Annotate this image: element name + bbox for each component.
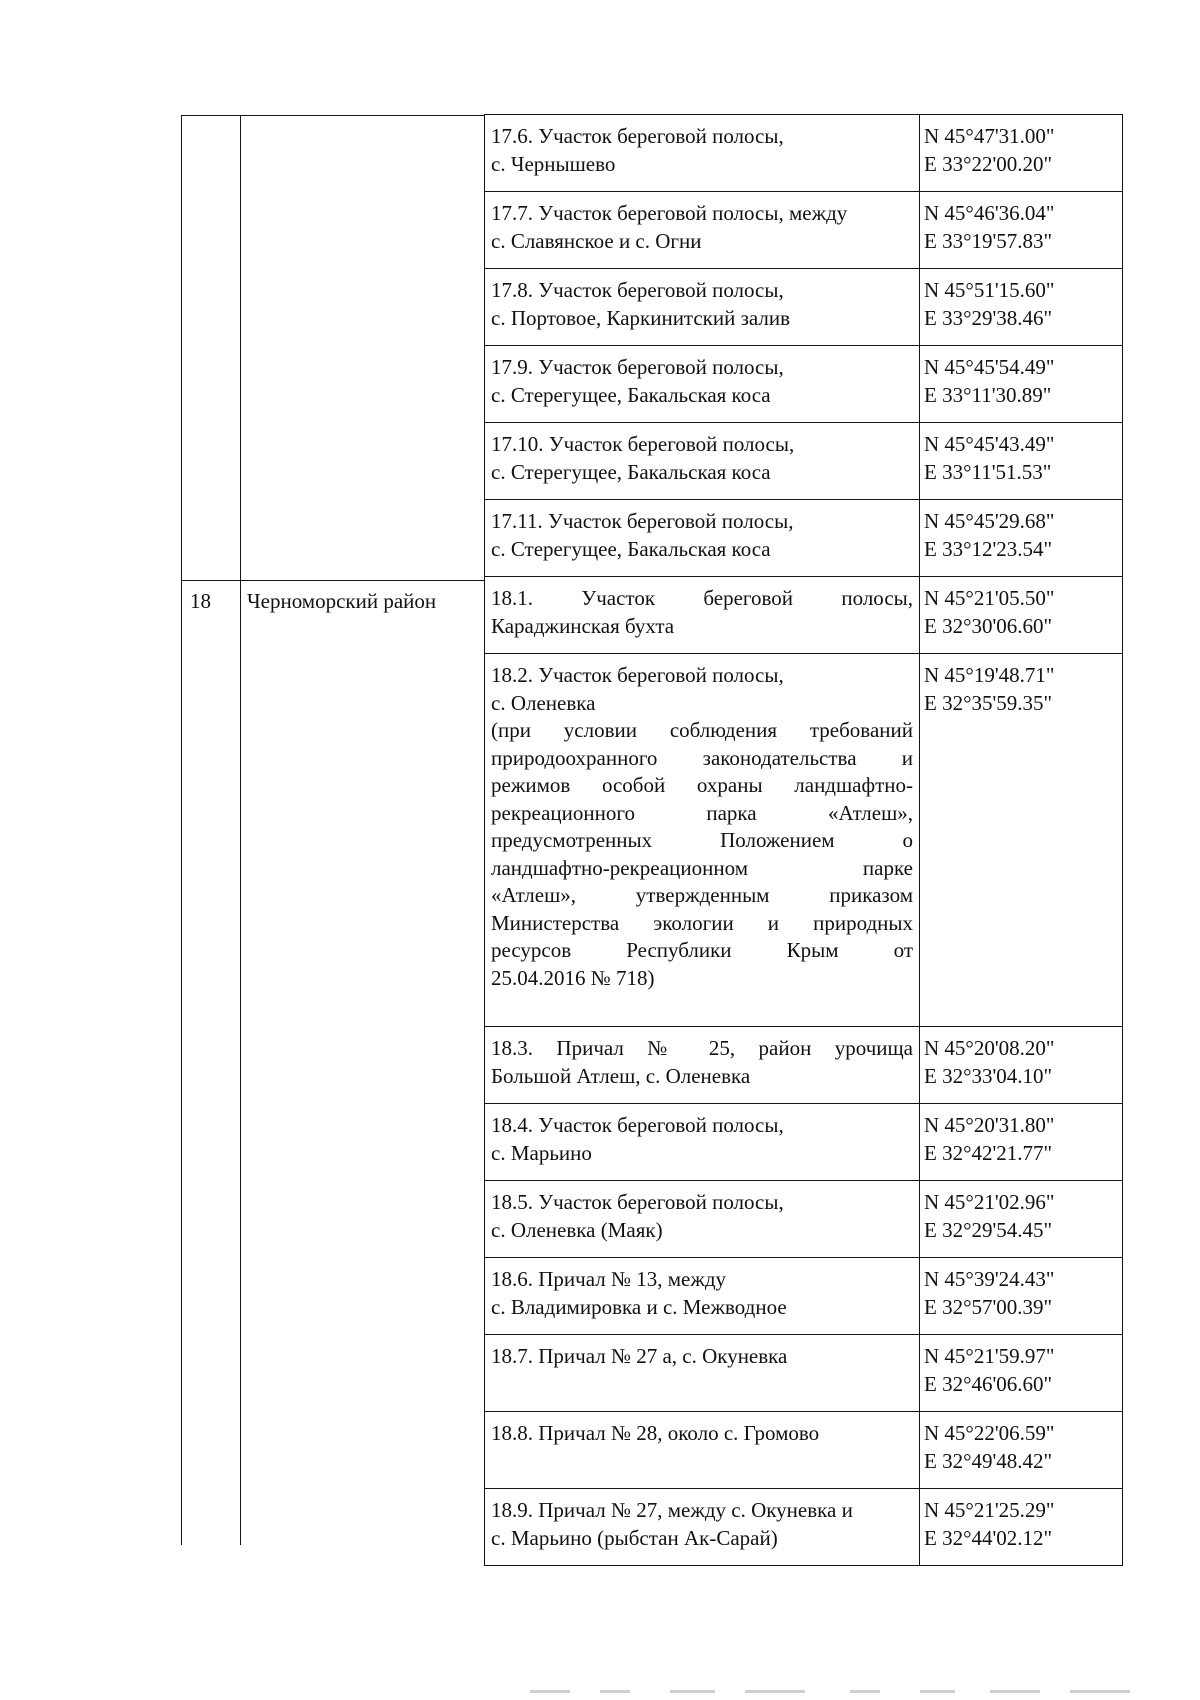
description-line: с. Славянское и с. Огни <box>491 228 702 253</box>
longitude-value: E 33°11'30.89" <box>924 382 1052 407</box>
location-description <box>485 1335 920 1412</box>
description-line: ландшафтно-рекреационном парке <box>491 855 913 880</box>
latitude-value: N 45°21'02.96" <box>924 1190 1055 1214</box>
location-description <box>485 192 920 269</box>
latitude-value: N 45°51'15.60" <box>924 278 1055 302</box>
description-line: 25.04.2016 № 718) <box>491 965 655 990</box>
number-column-divider <box>240 115 241 1545</box>
table-row <box>485 577 1123 654</box>
table-row <box>485 1335 1123 1412</box>
location-description <box>485 115 920 192</box>
description-line: с. Стерегущее, Бакальская коса <box>491 459 771 484</box>
longitude-value: E 32°33'04.10" <box>924 1063 1053 1088</box>
table-row <box>485 346 1123 423</box>
location-description <box>485 269 920 346</box>
scan-artifact-marks <box>530 1690 1150 1696</box>
description-line: 18.7. Причал № 27 а, с. Окуневка <box>491 1344 788 1368</box>
description-line: 18.4. Участок береговой полосы, <box>491 1113 784 1137</box>
latitude-value: N 45°45'43.49" <box>924 432 1055 456</box>
description-line: с. Марьино (рыбстан Ак-Сарай) <box>491 1525 778 1550</box>
latitude-value: N 45°47'31.00" <box>924 124 1055 148</box>
description-line: с. Марьино <box>491 1140 592 1165</box>
latitude-value: N 45°20'08.20" <box>924 1036 1055 1060</box>
location-description <box>485 423 920 500</box>
longitude-value: E 32°29'54.45" <box>924 1217 1053 1242</box>
location-description <box>485 346 920 423</box>
table-top-border <box>181 115 484 116</box>
table-row <box>485 654 1123 1027</box>
coordinates-cell <box>920 500 1123 577</box>
description-line: 18.2. Участок береговой полосы, <box>491 663 784 687</box>
longitude-value: E 32°42'21.77" <box>924 1140 1053 1165</box>
description-line: с. Портовое, Каркинитский залив <box>491 305 791 330</box>
description-line: 18.9. Причал № 27, между с. Окуневка и <box>491 1498 853 1522</box>
coordinates-cell <box>920 1104 1123 1181</box>
description-line: Министерства экологии и природных <box>491 910 913 935</box>
location-description <box>485 1027 920 1104</box>
table-left-border <box>181 115 182 1545</box>
description-line: с. Чернышево <box>491 151 616 176</box>
latitude-value: N 45°39'24.43" <box>924 1267 1055 1291</box>
coordinates-cell <box>920 1027 1123 1104</box>
locations-table <box>484 114 1123 1566</box>
latitude-value: N 45°21'25.29" <box>924 1498 1055 1522</box>
description-line: 18.6. Причал № 13, между <box>491 1267 727 1291</box>
description-line: с. Владимировка и с. Межводное <box>491 1294 787 1319</box>
coordinates-cell <box>920 654 1123 1027</box>
coordinates-cell <box>920 577 1123 654</box>
description-line: 17.7. Участок береговой полосы, между <box>491 201 848 225</box>
description-line: (при условии соблюдения требований <box>491 718 913 742</box>
description-line: 18.3. Причал № 25, район урочища <box>491 1036 913 1060</box>
location-description <box>485 1104 920 1181</box>
description-line: 18.5. Участок береговой полосы, <box>491 1190 784 1214</box>
location-description <box>485 1489 920 1566</box>
coordinates-cell <box>920 1181 1123 1258</box>
latitude-value: N 45°22'06.59" <box>924 1421 1055 1445</box>
coordinates-cell <box>920 115 1123 192</box>
description-line: Караджинская бухта <box>491 613 675 638</box>
table-row <box>485 1104 1123 1181</box>
table-row <box>485 1258 1123 1335</box>
latitude-value: N 45°21'05.50" <box>924 586 1055 610</box>
location-description <box>485 1412 920 1489</box>
longitude-value: E 33°29'38.46" <box>924 305 1053 330</box>
description-line: с. Оленевка <box>491 690 596 715</box>
description-line: 17.6. Участок береговой полосы, <box>491 124 784 148</box>
description-line: 18.1. Участок береговой полосы, <box>491 586 913 610</box>
table-row <box>485 1412 1123 1489</box>
location-description <box>485 577 920 654</box>
table-row <box>485 269 1123 346</box>
latitude-value: N 45°45'54.49" <box>924 355 1055 379</box>
description-line: ресурсов Республики Крым от <box>491 938 913 962</box>
description-line: природоохранного законодательства и <box>491 745 913 770</box>
longitude-value: E 32°49'48.42" <box>924 1448 1053 1473</box>
table-row <box>485 423 1123 500</box>
table-row <box>485 192 1123 269</box>
coordinates-cell <box>920 1258 1123 1335</box>
coordinates-cell <box>920 346 1123 423</box>
location-description <box>485 1181 920 1258</box>
location-description <box>485 654 920 1027</box>
description-line: 17.9. Участок береговой полосы, <box>491 355 784 379</box>
latitude-value: N 45°46'36.04" <box>924 201 1055 225</box>
coordinates-cell <box>920 269 1123 346</box>
description-line: 17.10. Участок береговой полосы, <box>491 432 795 456</box>
coordinates-cell <box>920 423 1123 500</box>
longitude-value: E 33°11'51.53" <box>924 459 1052 484</box>
latitude-value: N 45°21'59.97" <box>924 1344 1055 1368</box>
location-description <box>485 500 920 577</box>
description-line: Большой Атлеш, с. Оленевка <box>491 1063 751 1088</box>
table-row <box>485 115 1123 192</box>
longitude-value: E 32°30'06.60" <box>924 613 1053 638</box>
latitude-value: N 45°45'29.68" <box>924 509 1055 533</box>
table-row <box>485 1181 1123 1258</box>
coordinates-cell <box>920 1489 1123 1566</box>
table-row <box>485 1027 1123 1104</box>
latitude-value: N 45°20'31.80" <box>924 1113 1055 1137</box>
district-name: Черноморский район <box>247 589 437 613</box>
longitude-value: E 33°19'57.83" <box>924 228 1053 253</box>
coordinates-cell <box>920 1335 1123 1412</box>
longitude-value: E 33°12'23.54" <box>924 536 1053 561</box>
table-row <box>485 500 1123 577</box>
longitude-value: E 32°46'06.60" <box>924 1371 1053 1396</box>
section-18-divider <box>181 580 484 581</box>
description-line: рекреационного парка «Атлеш», <box>491 800 913 825</box>
table-row <box>485 1489 1123 1566</box>
longitude-value: E 32°35'59.35" <box>924 690 1053 715</box>
description-line: режимов особой охраны ландшафтно- <box>491 773 913 797</box>
coordinates-cell <box>920 1412 1123 1489</box>
description-line: с. Стерегущее, Бакальская коса <box>491 382 771 407</box>
description-line: предусмотренных Положением о <box>491 828 913 852</box>
description-line: 17.11. Участок береговой полосы, <box>491 509 794 533</box>
description-line: с. Стерегущее, Бакальская коса <box>491 536 771 561</box>
longitude-value: E 32°44'02.12" <box>924 1525 1053 1550</box>
longitude-value: E 32°57'00.39" <box>924 1294 1053 1319</box>
coordinates-cell <box>920 192 1123 269</box>
description-line: 18.8. Причал № 28, около с. Громово <box>491 1421 820 1445</box>
description-line: 17.8. Участок береговой полосы, <box>491 278 784 302</box>
description-line: «Атлеш», утвержденным приказом <box>491 883 913 907</box>
row-number: 18 <box>190 589 211 613</box>
location-description <box>485 1258 920 1335</box>
longitude-value: E 33°22'00.20" <box>924 151 1053 176</box>
description-line: с. Оленевка (Маяк) <box>491 1217 663 1242</box>
latitude-value: N 45°19'48.71" <box>924 663 1055 687</box>
